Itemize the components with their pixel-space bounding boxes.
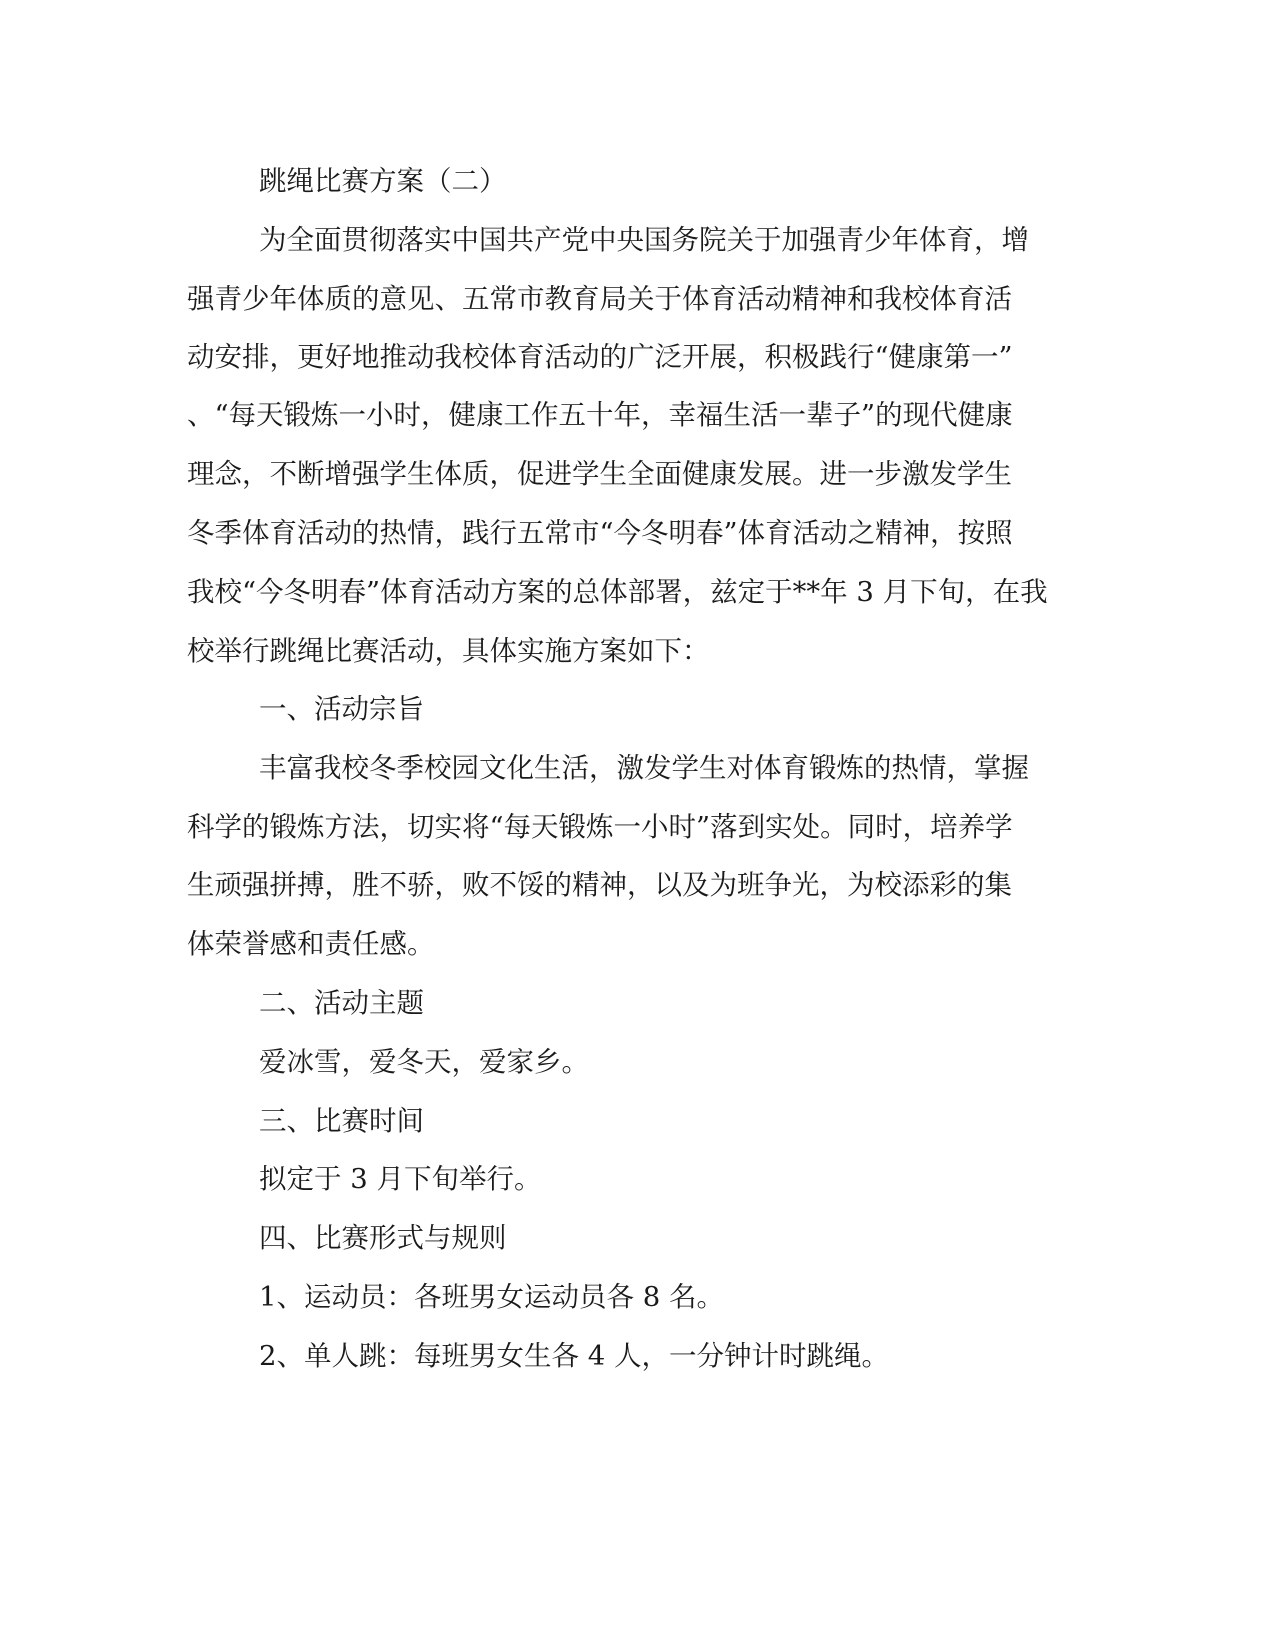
intro-line: 校举行跳绳比赛活动，具体实施方案如下： [187, 635, 710, 667]
section-body-line: 体荣誉感和责任感。 [187, 928, 435, 960]
section-heading: 四、比赛形式与规则 [259, 1222, 507, 1254]
intro-line: 我校“今冬明春”体育活动方案的总体部署，兹定于**年 3 月下旬，在我 [187, 576, 1048, 608]
section-heading: 三、比赛时间 [259, 1105, 424, 1137]
section-body-line: 丰富我校冬季校园文化生活，激发学生对体育锻炼的热情，掌握 [259, 752, 1029, 784]
rule-item: 2、单人跳：每班男女生各 4 人，一分钟计时跳绳。 [259, 1340, 889, 1372]
section-body-line: 生顽强拼搏，胜不骄，败不馁的精神，以及为班争光，为校添彩的集 [187, 869, 1012, 901]
section-heading: 一、活动宗旨 [259, 693, 424, 725]
intro-line: 理念，不断增强学生体质，促进学生全面健康发展。进一步激发学生 [187, 458, 1012, 490]
intro-line: 强青少年体质的意见、五常市教育局关于体育活动精神和我校体育活 [187, 283, 1012, 315]
section-body-line: 爱冰雪，爱冬天，爱家乡。 [259, 1046, 589, 1078]
intro-line: 为全面贯彻落实中国共产党中央国务院关于加强青少年体育，增 [259, 224, 1029, 256]
intro-line: 冬季体育活动的热情，践行五常市“今冬明春”体育活动之精神，按照 [187, 517, 1013, 549]
section-heading: 二、活动主题 [259, 987, 424, 1019]
document-title: 跳绳比赛方案（二） [259, 165, 507, 197]
intro-line: 、“每天锻炼一小时，健康工作五十年，幸福生活一辈子”的现代健康 [187, 399, 1013, 431]
section-body-line: 拟定于 3 月下旬举行。 [259, 1163, 542, 1195]
rule-item: 1、运动员：各班男女运动员各 8 名。 [259, 1281, 724, 1313]
section-body-line: 科学的锻炼方法，切实将“每天锻炼一小时”落到实处。同时，培养学 [187, 811, 1013, 843]
intro-line: 动安排，更好地推动我校体育活动的广泛开展，积极践行“健康第一” [187, 341, 1013, 373]
